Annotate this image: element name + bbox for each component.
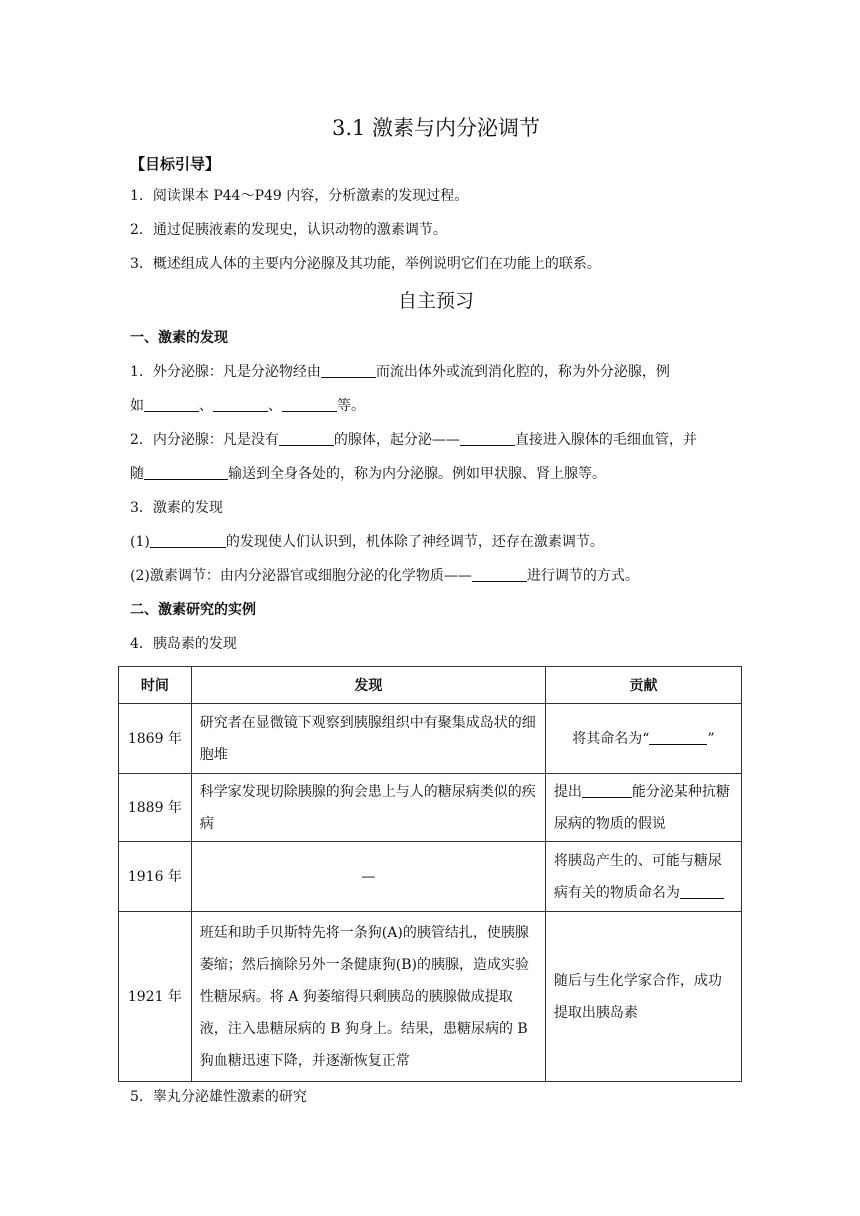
- fill-blank[interactable]: [144, 463, 228, 480]
- goal-1: 1．阅读课本 P44～P49 内容，分析激素的发现过程。: [130, 188, 469, 204]
- goal-3: 3．概述组成人体的主要内分泌腺及其功能，举例说明它们在功能上的联系。: [130, 256, 601, 272]
- fill-blank[interactable]: [150, 531, 226, 548]
- header-discovery: 发现: [191, 667, 545, 704]
- text: 、: [199, 398, 213, 414]
- fill-blank[interactable]: [460, 429, 515, 446]
- para-5: 5．睾丸分泌雄性激素的研究: [130, 1089, 307, 1105]
- cell-time: 1916 年: [119, 842, 192, 912]
- header-contribution: 贡献: [545, 667, 741, 704]
- header-time: 时间: [119, 667, 192, 704]
- para-3-2: [130, 559, 742, 593]
- para-3-1: [130, 525, 742, 559]
- fill-blank[interactable]: [144, 395, 199, 412]
- text: 将其命名为“: [572, 730, 650, 747]
- text: 2．内分泌腺：凡是没有: [130, 432, 279, 448]
- text: 进行调节的方式。: [526, 568, 639, 584]
- text: 将胰岛产生的、可能与糖尿病有关的物质命名为: [553, 852, 722, 901]
- table-row: [119, 704, 742, 774]
- text: 输送到全身各处的，称为内分泌腺。例如甲状腺、肾上腺等。: [228, 466, 606, 482]
- cell-discovery: 科学家发现切除胰腺的狗会患上与人的糖尿病类似的疾病: [191, 774, 545, 842]
- cell-contribution: 随后与生化学家合作，成功提取出胰岛素: [545, 912, 741, 1082]
- text: 1．外分泌腺：凡是分泌物经由: [130, 364, 321, 380]
- section1-heading: 一、激素的发现: [130, 330, 228, 346]
- cell-discovery: 班廷和助手贝斯特先将一条狗(A)的胰管结扎，使胰腺萎缩；然后摘除另外一条健康狗(B)的胰腺，造成实验性糖尿病。将 A 狗萎缩得只剩胰岛的胰腺做成提取液，注入患糖尿病的 B 狗身上。结果，患糖尿病的 B 狗血糖迅速下降，并逐渐恢复正常: [191, 912, 545, 1082]
- table-header-row: [119, 667, 742, 704]
- para-1-line-1: [130, 355, 742, 389]
- text: 而流出体外或流到消化腔的，称为外分泌腺，例: [375, 364, 670, 380]
- cell-contribution: [545, 704, 741, 774]
- table-row: [119, 912, 742, 1082]
- para-2-line-2: [130, 457, 742, 491]
- cell-contribution: [545, 774, 741, 842]
- section2-heading: 二、激素研究的实例: [130, 602, 256, 618]
- fill-blank[interactable]: [279, 429, 334, 446]
- text: 的发现使人们认识到，机体除了神经调节，还存在激素调节。: [225, 534, 604, 550]
- fill-blank[interactable]: [472, 565, 527, 582]
- para-4: 4．胰岛素的发现: [130, 636, 237, 652]
- text: 能分泌某种抗糖尿病的物质的假说: [553, 783, 730, 832]
- cell-time: 1921 年: [119, 912, 192, 1082]
- text: (1): [130, 534, 150, 550]
- page-title: 3.1 激素与内分泌调节: [331, 116, 541, 140]
- cell-contribution: [545, 842, 741, 912]
- fill-blank[interactable]: [282, 395, 337, 412]
- fill-blank[interactable]: [582, 781, 632, 798]
- fill-blank[interactable]: [680, 882, 724, 899]
- para-1-line-2: [130, 389, 742, 423]
- insulin-discovery-table: [118, 666, 742, 1082]
- cell-time: 1869 年: [119, 704, 192, 774]
- text: 的腺体，起分泌——: [333, 432, 460, 448]
- text: 提出: [553, 783, 582, 800]
- preview-heading: 自主预习: [397, 290, 474, 312]
- fill-blank[interactable]: [649, 728, 707, 745]
- content-column: [130, 108, 742, 661]
- table-row: [119, 842, 742, 912]
- text: 等。: [337, 398, 365, 414]
- text: ”: [707, 730, 715, 747]
- para-3: 3．激素的发现: [130, 500, 223, 516]
- guide-heading: 【目标引导】: [130, 155, 221, 173]
- cell-discovery: 研究者在显微镜下观察到胰腺组织中有聚集成岛状的细胞堆: [191, 704, 545, 774]
- fill-blank[interactable]: [321, 361, 376, 378]
- para-2-line-1: [130, 423, 742, 457]
- cell-time: 1889 年: [119, 774, 192, 842]
- text: (2)激素调节：由内分泌器官或细胞分泌的化学物质——: [130, 568, 472, 584]
- table-row: [119, 774, 742, 842]
- text: 直接进入腺体的毛细血管，并: [514, 432, 697, 448]
- text: 、: [268, 398, 282, 414]
- cell-discovery: —: [191, 842, 545, 912]
- goal-2: 2．通过促胰液素的发现史，认识动物的激素调节。: [130, 222, 447, 238]
- text: 随: [130, 466, 144, 482]
- text: 如: [130, 398, 144, 414]
- fill-blank[interactable]: [213, 395, 268, 412]
